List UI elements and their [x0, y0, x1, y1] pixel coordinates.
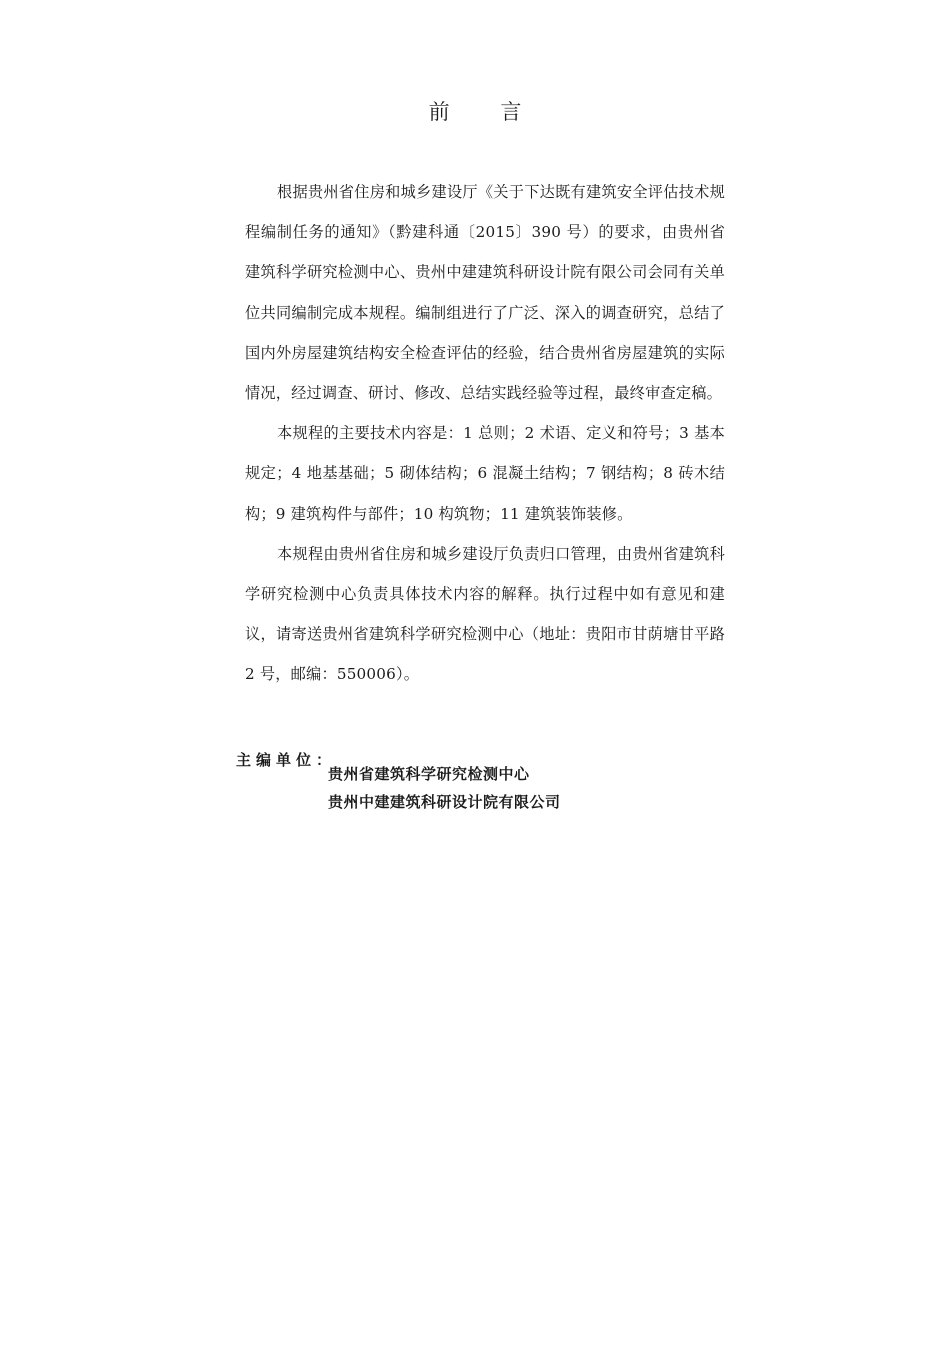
preface-body: [245, 172, 725, 695]
chief-editor-unit: 贵州中建建筑科研设计院有限公司: [328, 793, 561, 811]
page-title: 前 言: [428, 100, 544, 124]
paragraph-compilation-background: 根据贵州省住房和城乡建设厅《关于下达既有建筑安全评估技术规程编制任务的通知》（黔建科通〔2015〕390 号）的要求，由贵州省建筑科学研究检测中心、贵州中建建筑科研设计院有限公司会同有关单位共同编制完成本规程。编制组进行了广泛、深入的调查研究，总结了国内外房屋建筑结构安全检查评估的经验，结合贵州省房屋建筑的实际情况，经过调查、研讨、修改、总结实践经验等过程，最终审查定稿。: [245, 183, 725, 403]
paragraph-technical-content: 本规程的主要技术内容是：1 总则；2 术语、定义和符号；3 基本规定；4 地基基础；5 砌体结构；6 混凝土结构；7 钢结构；8 砖木结构；9 建筑构件与部件；10 构筑物；11 建筑装饰装修。: [245, 424, 725, 523]
chief-editors-list: [328, 760, 561, 816]
chief-editor-unit: 贵州省建筑科学研究检测中心: [328, 765, 530, 783]
chief-editors-label: 主编单位：: [236, 751, 337, 769]
paragraph-management-contact: 本规程由贵州省住房和城乡建设厅负责归口管理，由贵州省建筑科学研究检测中心负责具体技术内容的解释。执行过程中如有意见和建议，请寄送贵州省建筑科学研究检测中心（地址：贵阳市甘荫塘甘平路 2 号，邮编：550006）。: [245, 544, 725, 684]
